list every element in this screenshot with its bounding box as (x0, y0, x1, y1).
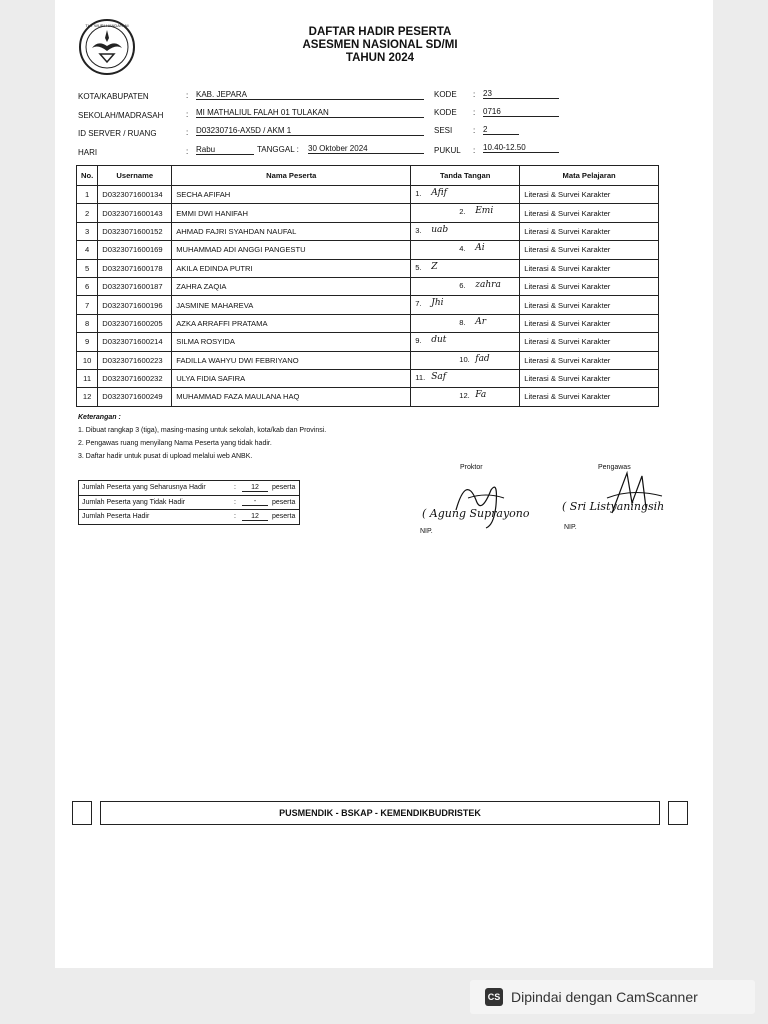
row-username: D0323071600205 (98, 314, 172, 332)
hari-value: Rabu (196, 145, 254, 155)
row-signature: Jhi (431, 298, 444, 309)
pengawas-signature-block (562, 462, 702, 542)
server-value: D03230716-AX5D / AKM 1 (196, 126, 424, 136)
row-username: D0323071600134 (98, 186, 172, 204)
pukul-label: PUKUL (434, 146, 461, 155)
row-username: D0323071600178 (98, 259, 172, 277)
tanggal-label: TANGGAL : (257, 145, 299, 154)
col-username: Username (98, 166, 172, 186)
row-nama: ULYA FIDIA SAFIRA (172, 369, 411, 387)
sesi-colon: : (473, 126, 476, 135)
table-row (77, 369, 659, 387)
svg-text:TUT WURI HANDAYANI: TUT WURI HANDAYANI (85, 23, 129, 28)
row-mata-pelajaran: Literasi & Survei Karakter (520, 351, 659, 369)
row-signature-cell (411, 222, 520, 240)
camscanner-icon: CS (485, 988, 503, 1006)
row-nama: ZAHRA ZAQIA (172, 277, 411, 295)
row-mata-pelajaran: Literasi & Survei Karakter (520, 204, 659, 222)
row-nama: EMMI DWI HANIFAH (172, 204, 411, 222)
row-no: 7 (77, 296, 98, 314)
row-signature: dut (431, 335, 447, 346)
row-signature-cell (411, 351, 520, 369)
proktor-signature-scribble (446, 470, 536, 530)
row-signature: fad (475, 353, 490, 364)
row-mata-pelajaran: Literasi & Survei Karakter (520, 388, 659, 406)
row-signature-number: 4. (459, 244, 466, 254)
note-item: 2. Pengawas ruang menyilang Nama Peserta yang tidak hadir. (78, 440, 272, 447)
table-row (77, 186, 659, 204)
row-signature-cell (411, 186, 520, 204)
summary-unit: peserta (272, 498, 296, 506)
hari-colon: : (186, 147, 189, 156)
row-no: 6 (77, 277, 98, 295)
row-nama: SECHA AFIFAH (172, 186, 411, 204)
sekolah-colon: : (186, 110, 189, 119)
row-no: 11 (77, 369, 98, 387)
row-mata-pelajaran: Literasi & Survei Karakter (520, 369, 659, 387)
summary-label: Jumlah Peserta yang Seharusnya Hadir (82, 484, 206, 492)
table-row (77, 296, 659, 314)
row-signature-cell (411, 314, 520, 332)
note-item: 3. Daftar hadir untuk pusat di upload melalui web ANBK. (78, 453, 253, 460)
row-nama: AKILA EDINDA PUTRI (172, 259, 411, 277)
row-no: 9 (77, 333, 98, 351)
title-line-1: DAFTAR HADIR PESERTA (308, 26, 452, 38)
row-no: 12 (77, 388, 98, 406)
row-nama: MUHAMMAD ADI ANGGI PANGESTU (172, 241, 411, 259)
row-signature: Z (431, 261, 438, 272)
summary-value: 12 (242, 484, 268, 492)
row-mata-pelajaran: Literasi & Survei Karakter (520, 241, 659, 259)
title-line-2: ASESMEN NASIONAL SD/MI (302, 39, 458, 51)
table-row (77, 222, 659, 240)
table-row (77, 333, 659, 351)
tut-wuri-handayani-logo (78, 18, 136, 76)
table-row (77, 314, 659, 332)
row-signature-number: 10. (459, 354, 470, 364)
row-signature: Saf (431, 371, 447, 382)
row-signature-cell (411, 296, 520, 314)
row-no: 2 (77, 204, 98, 222)
row-mata-pelajaran: Literasi & Survei Karakter (520, 222, 659, 240)
row-signature-number: 9. (415, 336, 422, 346)
row-signature-cell (411, 388, 520, 406)
table-row (77, 388, 659, 406)
table-row (77, 259, 659, 277)
sesi-value: 2 (483, 125, 519, 135)
summary-colon: : (234, 484, 236, 492)
summary-row (79, 496, 299, 511)
camscanner-text: Dipindai dengan CamScanner (511, 989, 698, 1005)
summary-colon: : (234, 513, 236, 521)
row-nama: SILMA ROSYIDA (172, 333, 411, 351)
row-no: 1 (77, 186, 98, 204)
row-signature: Emi (475, 206, 494, 217)
kode2-label: KODE (434, 108, 457, 117)
row-nama: FADILLA WAHYU DWI FEBRIYANO (172, 351, 411, 369)
row-signature: Fa (475, 390, 487, 401)
row-signature-number: 7. (415, 299, 422, 309)
row-no: 10 (77, 351, 98, 369)
row-signature-cell (411, 369, 520, 387)
row-signature-number: 1. (415, 189, 422, 198)
kode1-value: 23 (483, 89, 559, 99)
pukul-colon: : (473, 146, 476, 155)
table-row (77, 351, 659, 369)
footer-left-box (72, 801, 92, 825)
kota-colon: : (186, 91, 189, 100)
row-username: D0323071600169 (98, 241, 172, 259)
tanggal-value: 30 Oktober 2024 (308, 144, 424, 154)
document-footer (72, 801, 688, 827)
row-mata-pelajaran: Literasi & Survei Karakter (520, 277, 659, 295)
row-signature: uab (431, 224, 449, 235)
row-nama: JASMINE MAHAREVA (172, 296, 411, 314)
row-mata-pelajaran: Literasi & Survei Karakter (520, 259, 659, 277)
sekolah-label: SEKOLAH/MADRASAH (78, 111, 164, 120)
note-item: 1. Dibuat rangkap 3 (tiga), masing-masing untuk sekolah, kota/kab dan Provinsi. (78, 427, 327, 434)
row-no: 8 (77, 314, 98, 332)
summary-value: - (242, 498, 268, 506)
row-username: D0323071600196 (98, 296, 172, 314)
summary-box (78, 480, 300, 525)
row-signature-number: 6. (459, 280, 466, 290)
row-signature-cell (411, 204, 520, 222)
proktor-nip: NIP. (420, 528, 433, 535)
kode2-value: 0716 (483, 107, 559, 117)
row-nama: MUHAMMAD FAZA MAULANA HAQ (172, 388, 411, 406)
footer-right-box (668, 801, 688, 825)
hari-label: HARI (78, 148, 98, 157)
row-signature-cell (411, 333, 520, 351)
row-signature-number: 5. (415, 262, 422, 272)
kode2-colon: : (473, 108, 476, 117)
row-signature-number: 11. (415, 372, 426, 382)
row-username: D0323071600152 (98, 222, 172, 240)
summary-label: Jumlah Peserta Hadir (82, 513, 150, 521)
proktor-name: ( Agung Suprayono (422, 507, 530, 520)
summary-row (79, 481, 299, 496)
row-mata-pelajaran: Literasi & Survei Karakter (520, 296, 659, 314)
table-row (77, 241, 659, 259)
col-nama: Nama Peserta (172, 166, 411, 186)
proktor-label: Proktor (460, 464, 483, 471)
row-signature-number: 3. (415, 225, 422, 235)
col-mata-pelajaran: Mata Pelajaran (520, 166, 659, 186)
summary-unit: peserta (272, 484, 296, 492)
row-signature: Ai (475, 243, 485, 254)
row-mata-pelajaran: Literasi & Survei Karakter (520, 186, 659, 204)
row-signature: Afif (431, 188, 447, 198)
col-tanda-tangan: Tanda Tangan (411, 166, 520, 186)
row-signature-cell (411, 259, 520, 277)
footer-text: PUSMENDIK - BSKAP - KEMENDIKBUDRISTEK (100, 801, 660, 825)
pukul-value: 10.40-12.50 (483, 143, 559, 153)
row-username: D0323071600232 (98, 369, 172, 387)
row-signature-cell (411, 241, 520, 259)
table-header-row (77, 166, 659, 186)
row-signature-cell (411, 277, 520, 295)
row-username: D0323071600187 (98, 277, 172, 295)
row-signature: Ar (475, 316, 487, 327)
row-username: D0323071600143 (98, 204, 172, 222)
kota-label: KOTA/KABUPATEN (78, 92, 149, 101)
table-row (77, 277, 659, 295)
server-colon: : (186, 128, 189, 137)
kode1-colon: : (473, 90, 476, 99)
col-no: No. (77, 166, 98, 186)
row-signature-number: 8. (459, 317, 466, 327)
kode1-label: KODE (434, 90, 457, 99)
camscanner-watermark (470, 980, 755, 1014)
summary-colon: : (234, 498, 236, 506)
document-title (230, 26, 530, 65)
pengawas-label: Pengawas (598, 464, 631, 471)
row-no: 5 (77, 259, 98, 277)
sesi-label: SESI (434, 126, 453, 135)
summary-value: 12 (242, 513, 268, 521)
proktor-signature-block (418, 462, 558, 542)
pengawas-nip: NIP. (564, 524, 577, 531)
row-signature: zahra (475, 279, 501, 290)
sekolah-value: MI MATHALIUL FALAH 01 TULAKAN (196, 108, 424, 118)
row-username: D0323071600214 (98, 333, 172, 351)
kota-value: KAB. JEPARA (196, 90, 424, 100)
notes-block (78, 411, 326, 463)
row-username: D0323071600249 (98, 388, 172, 406)
row-username: D0323071600223 (98, 351, 172, 369)
summary-unit: peserta (272, 513, 296, 521)
server-label: ID SERVER / RUANG (78, 129, 157, 138)
notes-heading: Keterangan : (78, 414, 121, 421)
row-no: 4 (77, 241, 98, 259)
row-mata-pelajaran: Literasi & Survei Karakter (520, 314, 659, 332)
table-row (77, 204, 659, 222)
row-no: 3 (77, 222, 98, 240)
summary-row (79, 510, 299, 524)
row-nama: AHMAD FAJRI SYAHDAN NAUFAL (172, 222, 411, 240)
row-signature-number: 12. (459, 391, 470, 401)
attendance-table (76, 165, 659, 407)
row-signature-number: 2. (459, 207, 466, 217)
title-line-3: TAHUN 2024 (345, 52, 415, 64)
summary-label: Jumlah Peserta yang Tidak Hadir (82, 498, 186, 506)
pengawas-name: ( Sri Listyaningsih (562, 500, 665, 513)
row-mata-pelajaran: Literasi & Survei Karakter (520, 333, 659, 351)
row-nama: AZKA ARRAFFI PRATAMA (172, 314, 411, 332)
